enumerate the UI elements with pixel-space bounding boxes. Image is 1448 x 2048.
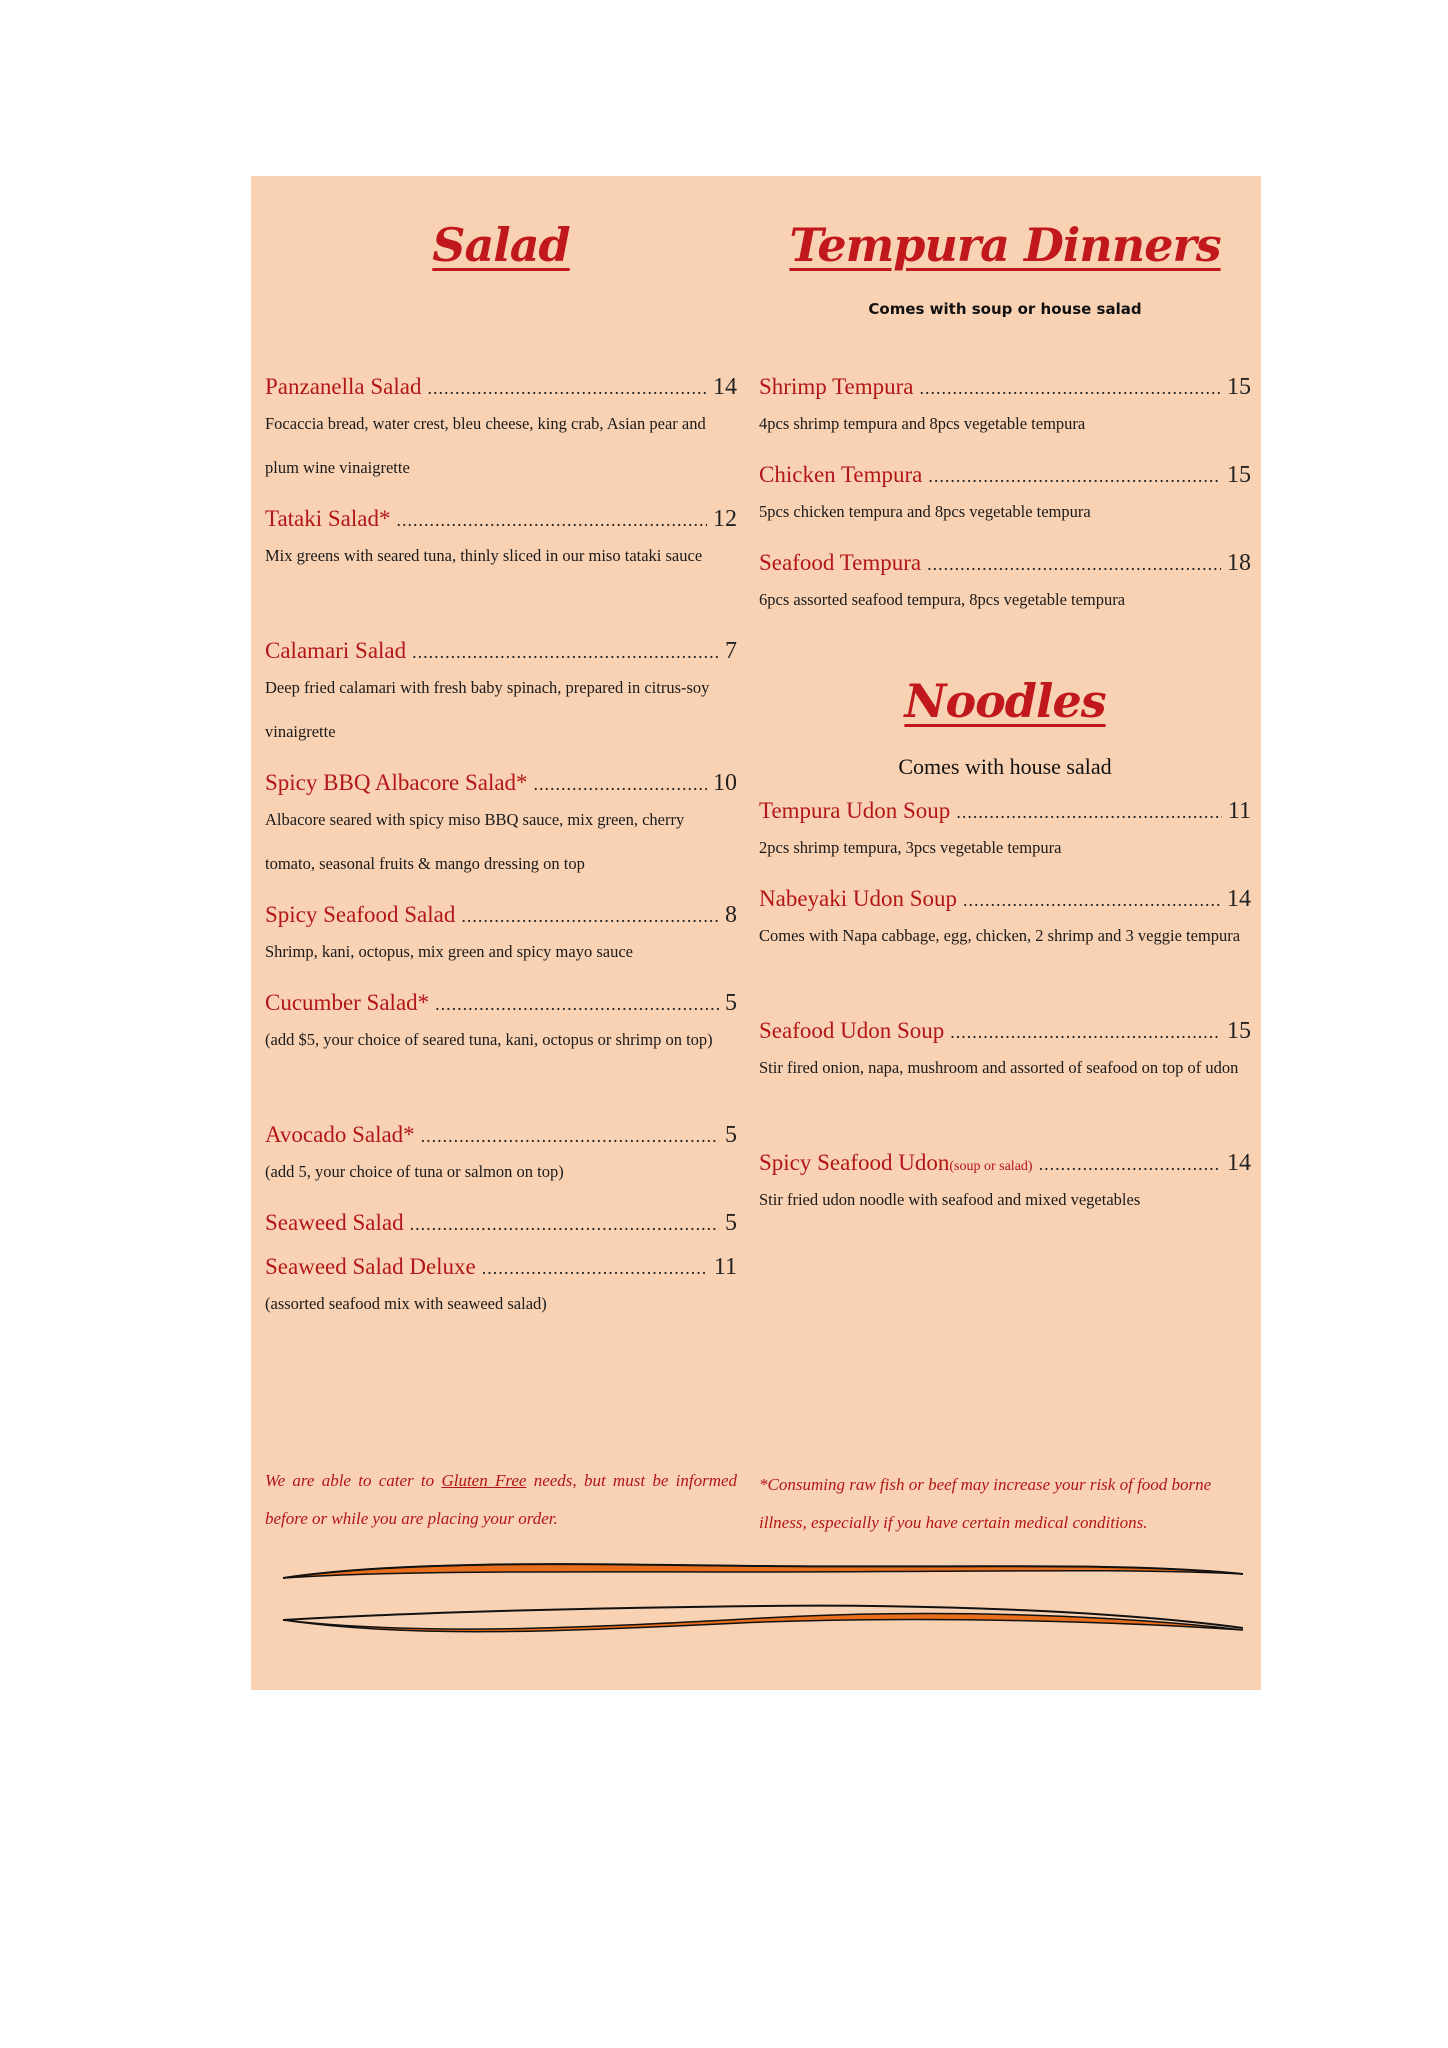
item-name: Spicy Seafood Salad [265,902,456,927]
item-name: Chicken Tempura [759,462,923,487]
item-description: Albacore seared with spicy miso BBQ sauce, mix green, cherry tomato, seasonal fruits & mango dressing on top [265,810,685,873]
tempura-subtitle: Comes with soup or house salad [868,300,1142,318]
menu-item [265,768,737,886]
item-price: 11 [1227,798,1251,824]
item-name: Panzanella Salad [265,374,422,399]
leader-dots [421,1121,719,1150]
leader-dots [397,505,708,534]
item-description: Focaccia bread, water crest, bleu cheese, king crab, Asian pear and plum wine vinaigrette [265,414,706,477]
item-price: 18 [1227,550,1251,576]
gluten-free-note: We are able to cater to Gluten Free needs, but must be informed before or while you are placing your order. [265,1471,738,1528]
leader-dots [963,885,1221,914]
noodles-subtitle: Comes with house salad [898,754,1112,779]
menu-item [265,504,737,578]
menu-item [265,900,737,974]
item-description: (add $5, your choice of seared tuna, kani, octopus or shrimp on top) [265,1030,713,1049]
item-price: 5 [725,1122,737,1148]
leader-dots [956,797,1222,826]
menu-item [759,372,1251,446]
menu-item [759,1148,1251,1222]
item-name: Cucumber Salad* [265,990,430,1015]
item-name: Seafood Udon Soup [759,1018,945,1043]
leader-dots [928,461,1221,490]
item-price: 15 [1227,374,1251,400]
item-description: Shrimp, kani, octopus, mix green and spicy mayo sauce [265,942,633,961]
item-name: Nabeyaki Udon Soup [759,886,958,911]
menu-item [759,884,1251,958]
leader-dots [435,989,719,1018]
item-description: Stir fried udon noodle with seafood and mixed vegetables [759,1190,1141,1209]
item-price: 10 [713,770,737,796]
item-price: 14 [1227,1150,1251,1176]
leader-dots [927,549,1221,578]
menu-panel [251,176,1261,1690]
item-name: Seaweed Salad [265,1210,404,1235]
item-price: 14 [1227,886,1251,912]
item-name: Tataki Salad* [265,506,391,531]
item-price: 14 [713,374,737,400]
item-price: 8 [725,902,737,928]
item-description: 5pcs chicken tempura and 8pcs vegetable tempura [759,502,1091,521]
gluten-free-link: Gluten Free [441,1471,527,1490]
item-price: 15 [1227,462,1251,488]
item-price: 5 [725,990,737,1016]
menu-item [759,548,1251,622]
leader-dots [534,769,707,798]
leader-dots [410,1209,719,1238]
item-description: Mix greens with seared tuna, thinly sliced in our miso tataki sauce [265,546,703,565]
item-note: (soup or salad) [949,1159,1033,1174]
item-description: (add 5, your choice of tuna or salmon on top) [265,1162,564,1181]
leader-dots [919,373,1221,402]
leader-dots [950,1017,1221,1046]
raw-food-warning: *Consuming raw fish or beef may increase your risk of food borne illness, especially if you have certain medical conditions. [759,1475,1212,1532]
item-price: 11 [713,1254,737,1280]
item-name: Calamari Salad [265,638,407,663]
item-price: 12 [713,506,737,532]
leader-dots [482,1253,708,1282]
swoosh-bottom [283,1614,1243,1632]
menu-item [265,988,737,1062]
item-description: Comes with Napa cabbage, egg, chicken, 2 shrimp and 3 veggie tempura [759,926,1241,945]
item-name: Shrimp Tempura [759,374,914,399]
menu-item [265,1120,737,1194]
item-description: Stir fired onion, napa, mushroom and assorted of seafood on top of udon [759,1058,1239,1077]
item-name: Spicy BBQ Albacore Salad* [265,770,528,795]
menu-item [265,372,737,490]
item-name: Avocado Salad* [265,1122,415,1147]
item-name: Seaweed Salad Deluxe [265,1254,476,1279]
menu-item [265,636,737,754]
item-description: 2pcs shrimp tempura, 3pcs vegetable tempura [759,838,1062,857]
item-price: 5 [725,1210,737,1236]
decorative-swooshes [283,1556,1243,1666]
item-price: 15 [1227,1018,1251,1044]
leader-dots [1039,1149,1221,1178]
item-name: Tempura Udon Soup [759,798,951,823]
item-name: Spicy Seafood Udon [759,1150,950,1175]
menu-item [265,1208,737,1238]
item-description: 4pcs shrimp tempura and 8pcs vegetable tempura [759,414,1086,433]
salad-title: Salad [432,218,570,272]
swoosh-bottom-line [283,1606,1243,1628]
menu-item [759,1016,1251,1090]
menu-item [265,1252,737,1326]
tempura-title: Tempura Dinners [789,218,1221,272]
item-price: 7 [725,638,737,664]
menu-item [759,460,1251,534]
item-description: 6pcs assorted seafood tempura, 8pcs vegetable tempura [759,590,1126,609]
menu-item [759,796,1251,870]
leader-dots [427,373,707,402]
leader-dots [461,901,719,930]
leader-dots [412,637,719,666]
item-description: (assorted seafood mix with seaweed salad) [265,1294,547,1313]
item-name: Seafood Tempura [759,550,922,575]
item-description: Deep fried calamari with fresh baby spinach, prepared in citrus-soy vinaigrette [265,678,710,741]
noodles-title: Noodles [904,674,1106,728]
